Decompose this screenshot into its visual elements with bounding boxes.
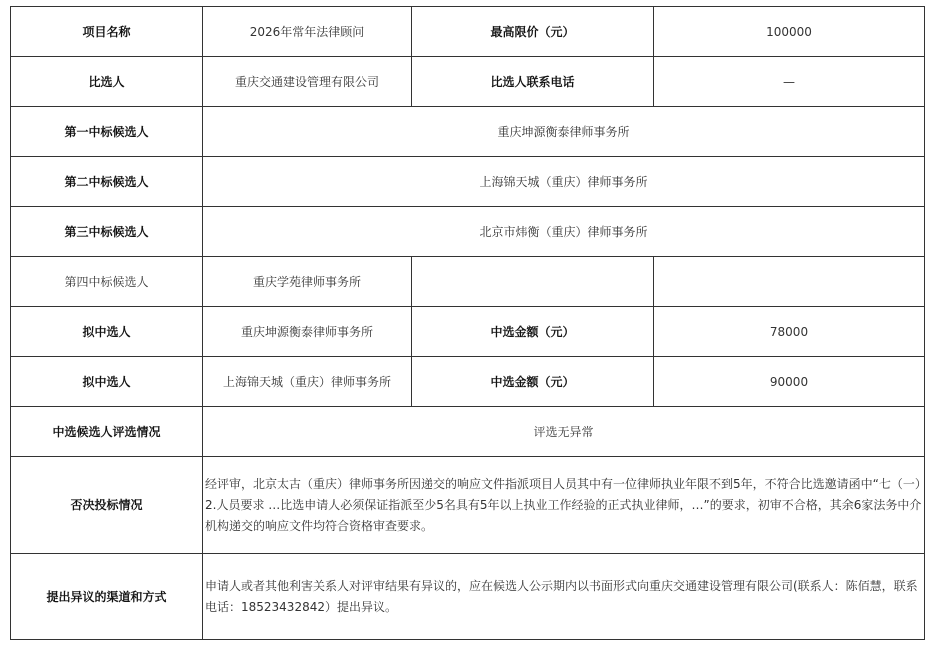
empty-cell [654,257,925,307]
value-award-amount-1: 78000 [654,307,925,357]
value-evaluation-status: 评选无异常 [203,407,925,457]
label-rejection-details: 否决投标情况 [11,457,203,554]
label-proposed-winner-1: 拟中选人 [11,307,203,357]
value-selector-phone: — [654,57,925,107]
table-row [11,7,925,57]
value-objection-channel: 申请人或者其他利害关系人对评审结果有异议的，应在候选人公示期内以书面形式向重庆交通建设管理有限公司(联系人：陈佰慧，联系电话：18523432842）提出异议。 [203,554,925,640]
empty-cell [412,257,654,307]
label-award-amount-1: 中选金额（元） [412,307,654,357]
bid-result-table [10,6,925,640]
value-selector: 重庆交通建设管理有限公司 [203,57,412,107]
label-second-candidate: 第二中标候选人 [11,157,203,207]
label-selector: 比选人 [11,57,203,107]
value-third-candidate: 北京市炜衡（重庆）律师事务所 [203,207,925,257]
table-row [11,207,925,257]
value-project-name: 2026年常年法律顾问 [203,7,412,57]
label-third-candidate: 第三中标候选人 [11,207,203,257]
table-row [11,107,925,157]
bid-result-table-container [10,6,925,640]
value-max-price: 100000 [654,7,925,57]
label-fourth-candidate: 第四中标候选人 [11,257,203,307]
label-evaluation-status: 中选候选人评选情况 [11,407,203,457]
table-row [11,357,925,407]
table-row [11,57,925,107]
label-proposed-winner-2: 拟中选人 [11,357,203,407]
label-max-price: 最高限价（元） [412,7,654,57]
table-row [11,457,925,554]
label-selector-phone: 比选人联系电话 [412,57,654,107]
table-row [11,307,925,357]
value-award-amount-2: 90000 [654,357,925,407]
value-fourth-candidate: 重庆学苑律师事务所 [203,257,412,307]
label-objection-channel: 提出异议的渠道和方式 [11,554,203,640]
value-rejection-details: 经评审，北京太古（重庆）律师事务所因递交的响应文件指派项目人员其中有一位律师执业年限不到5年，不符合比选邀请函中“七（一）2.人员要求 …比选申请人必须保证指派至少5名具有5年以上执业工作经验的正式执业律师，…”的要求，初审不合格，其余6家法务中介机构递交的响应文件均符合资格审查要求。 [203,457,925,554]
value-first-candidate: 重庆坤源衡泰律师事务所 [203,107,925,157]
value-second-candidate: 上海锦天城（重庆）律师事务所 [203,157,925,207]
label-first-candidate: 第一中标候选人 [11,107,203,157]
table-row [11,157,925,207]
label-award-amount-2: 中选金额（元） [412,357,654,407]
value-proposed-winner-1: 重庆坤源衡泰律师事务所 [203,307,412,357]
table-row [11,257,925,307]
label-project-name: 项目名称 [11,7,203,57]
table-row [11,554,925,640]
table-row [11,407,925,457]
value-proposed-winner-2: 上海锦天城（重庆）律师事务所 [203,357,412,407]
